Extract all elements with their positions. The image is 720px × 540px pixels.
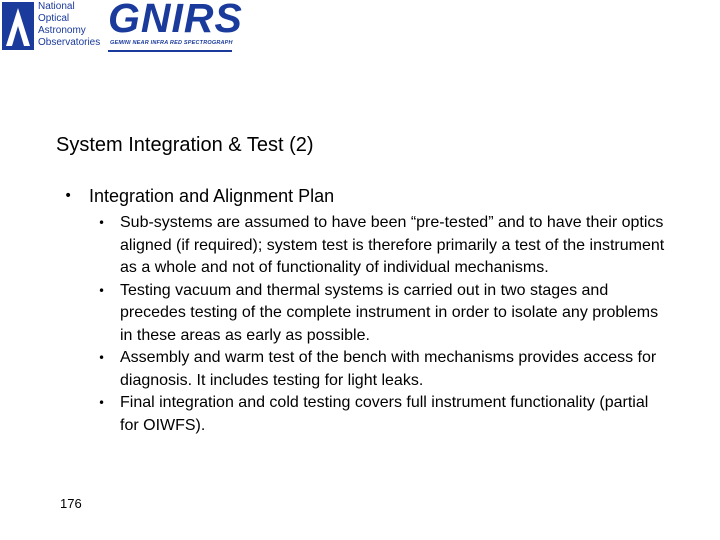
list-item-text: Assembly and warm test of the bench with mechanisms provides access for diagnosis. It includes testing for light leaks.	[120, 349, 657, 389]
noao-logo	[2, 2, 104, 52]
slide-title: System Integration & Test (2)	[56, 134, 314, 156]
gnirs-logo	[108, 0, 243, 54]
noao-line-2: Optical	[38, 13, 70, 24]
list-item-text: Testing vacuum and thermal systems is carried out in two stages and precedes testing of the complete instrument in order to isolate any problems in these areas as early as possible.	[120, 281, 659, 344]
list-item	[98, 280, 668, 348]
header-logos	[0, 0, 243, 56]
list-item-text: Sub-systems are assumed to have been “pre-tested” and to have their optics aligned (if required); system test is therefore primarily a test of the instrument as a whole and not of functionality of individual mechanisms.	[120, 214, 665, 276]
gnirs-logo-subtitle: GEMINI NEAR INFRA RED SPECTROGRAPH	[110, 40, 233, 46]
noao-line-3: Astronomy	[38, 25, 86, 36]
noao-mark-icon	[2, 2, 34, 50]
bullet-icon: •	[98, 283, 106, 298]
level2-list	[98, 212, 668, 437]
bullet-icon: •	[98, 396, 106, 410]
list-item	[98, 392, 668, 437]
level1-list	[64, 185, 684, 207]
list-item	[98, 347, 668, 392]
bullet-icon: •	[64, 188, 73, 204]
list-item-text: Integration and Alignment Plan	[89, 186, 335, 206]
bullet-icon: •	[98, 351, 106, 365]
noao-wordmark	[38, 1, 100, 49]
list-item-text: Final integration and cold testing covers full instrument functionality (partial for OIWFS).	[120, 394, 649, 434]
gnirs-logo-underline	[108, 50, 232, 52]
list-item	[98, 212, 668, 280]
noao-line-4: Observatories	[38, 37, 101, 48]
noao-line-1: National	[38, 1, 75, 12]
list-item	[64, 185, 684, 207]
page-number: 176	[60, 496, 82, 511]
bullet-icon: •	[98, 216, 106, 230]
gnirs-logo-title: GNIRS	[108, 0, 243, 41]
